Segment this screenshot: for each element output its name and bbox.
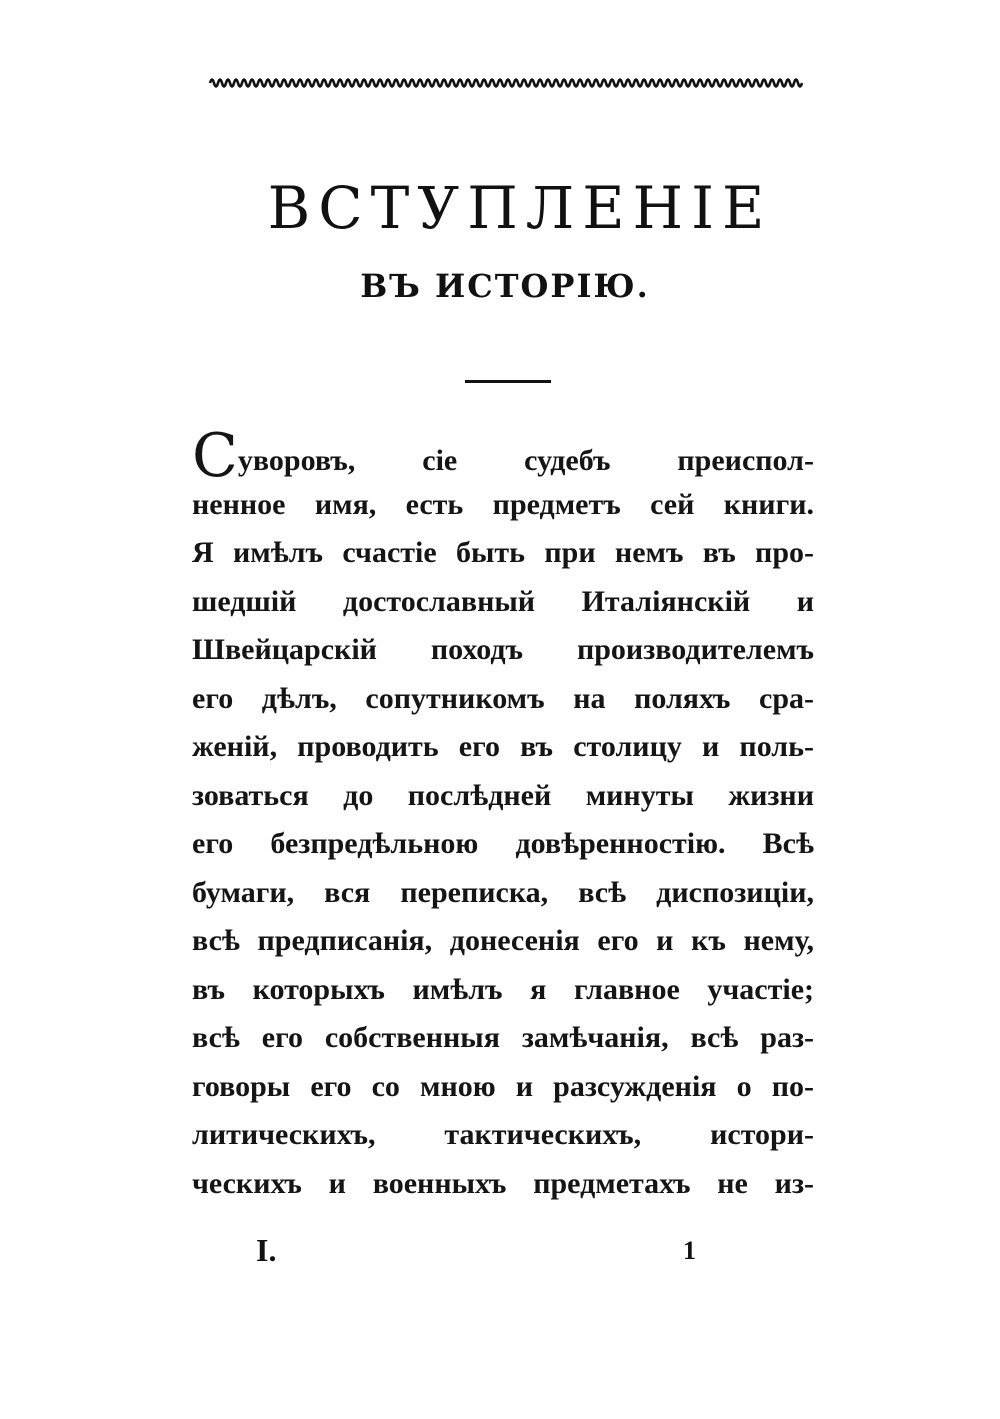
text-line: всѣ предписанія, донесенія его и къ нему, — [192, 924, 814, 957]
text-line: бумаги, вся переписка, всѣ диспозиціи, — [192, 875, 814, 909]
text-line: всѣ его собственныя замѣчанія, всѣ раз- — [192, 1021, 814, 1054]
chapter-subtitle: ВЪ ИСТОРІЮ. — [360, 267, 650, 305]
body-paragraph — [192, 421, 814, 1208]
drop-cap: С — [192, 421, 238, 491]
signature-mark: I. — [256, 1232, 277, 1268]
section-divider-rule — [465, 380, 551, 383]
first-line-text: уворовъ, сіе судебъ преиспол- — [237, 444, 814, 477]
text-line-first — [192, 421, 814, 491]
page-marker: 1 — [683, 1236, 696, 1265]
text-line: ческихъ и военныхъ предметахъ не из- — [192, 1166, 814, 1200]
text-line: говоры его со мною и разсужденія о по- — [192, 1069, 814, 1103]
text-line: его безпредѣльною довѣренностію. Всѣ — [192, 827, 814, 860]
ornamental-header-border — [208, 74, 804, 92]
text-line: Швейцарскій походъ производителемъ — [192, 633, 814, 666]
text-line: женій, проводить его въ столицу и поль- — [192, 730, 814, 763]
text-line: въ которыхъ имѣлъ я главное участіе; — [192, 972, 814, 1006]
text-line: шедшій достославный Италіянскій и — [192, 584, 814, 618]
text-line: литическихъ, тактическихъ, истори- — [192, 1118, 814, 1151]
text-line: его дѣлъ, сопутникомъ на поляхъ сра- — [192, 681, 814, 715]
text-line: ненное имя, есть предметъ сей книги. — [192, 487, 814, 521]
chapter-title: ВСТУПЛЕНІЕ — [267, 174, 773, 242]
text-line: Я имѣлъ счастіе быть при немъ въ про- — [192, 536, 814, 569]
text-line: зоваться до послѣдней минуты жизни — [192, 778, 814, 812]
